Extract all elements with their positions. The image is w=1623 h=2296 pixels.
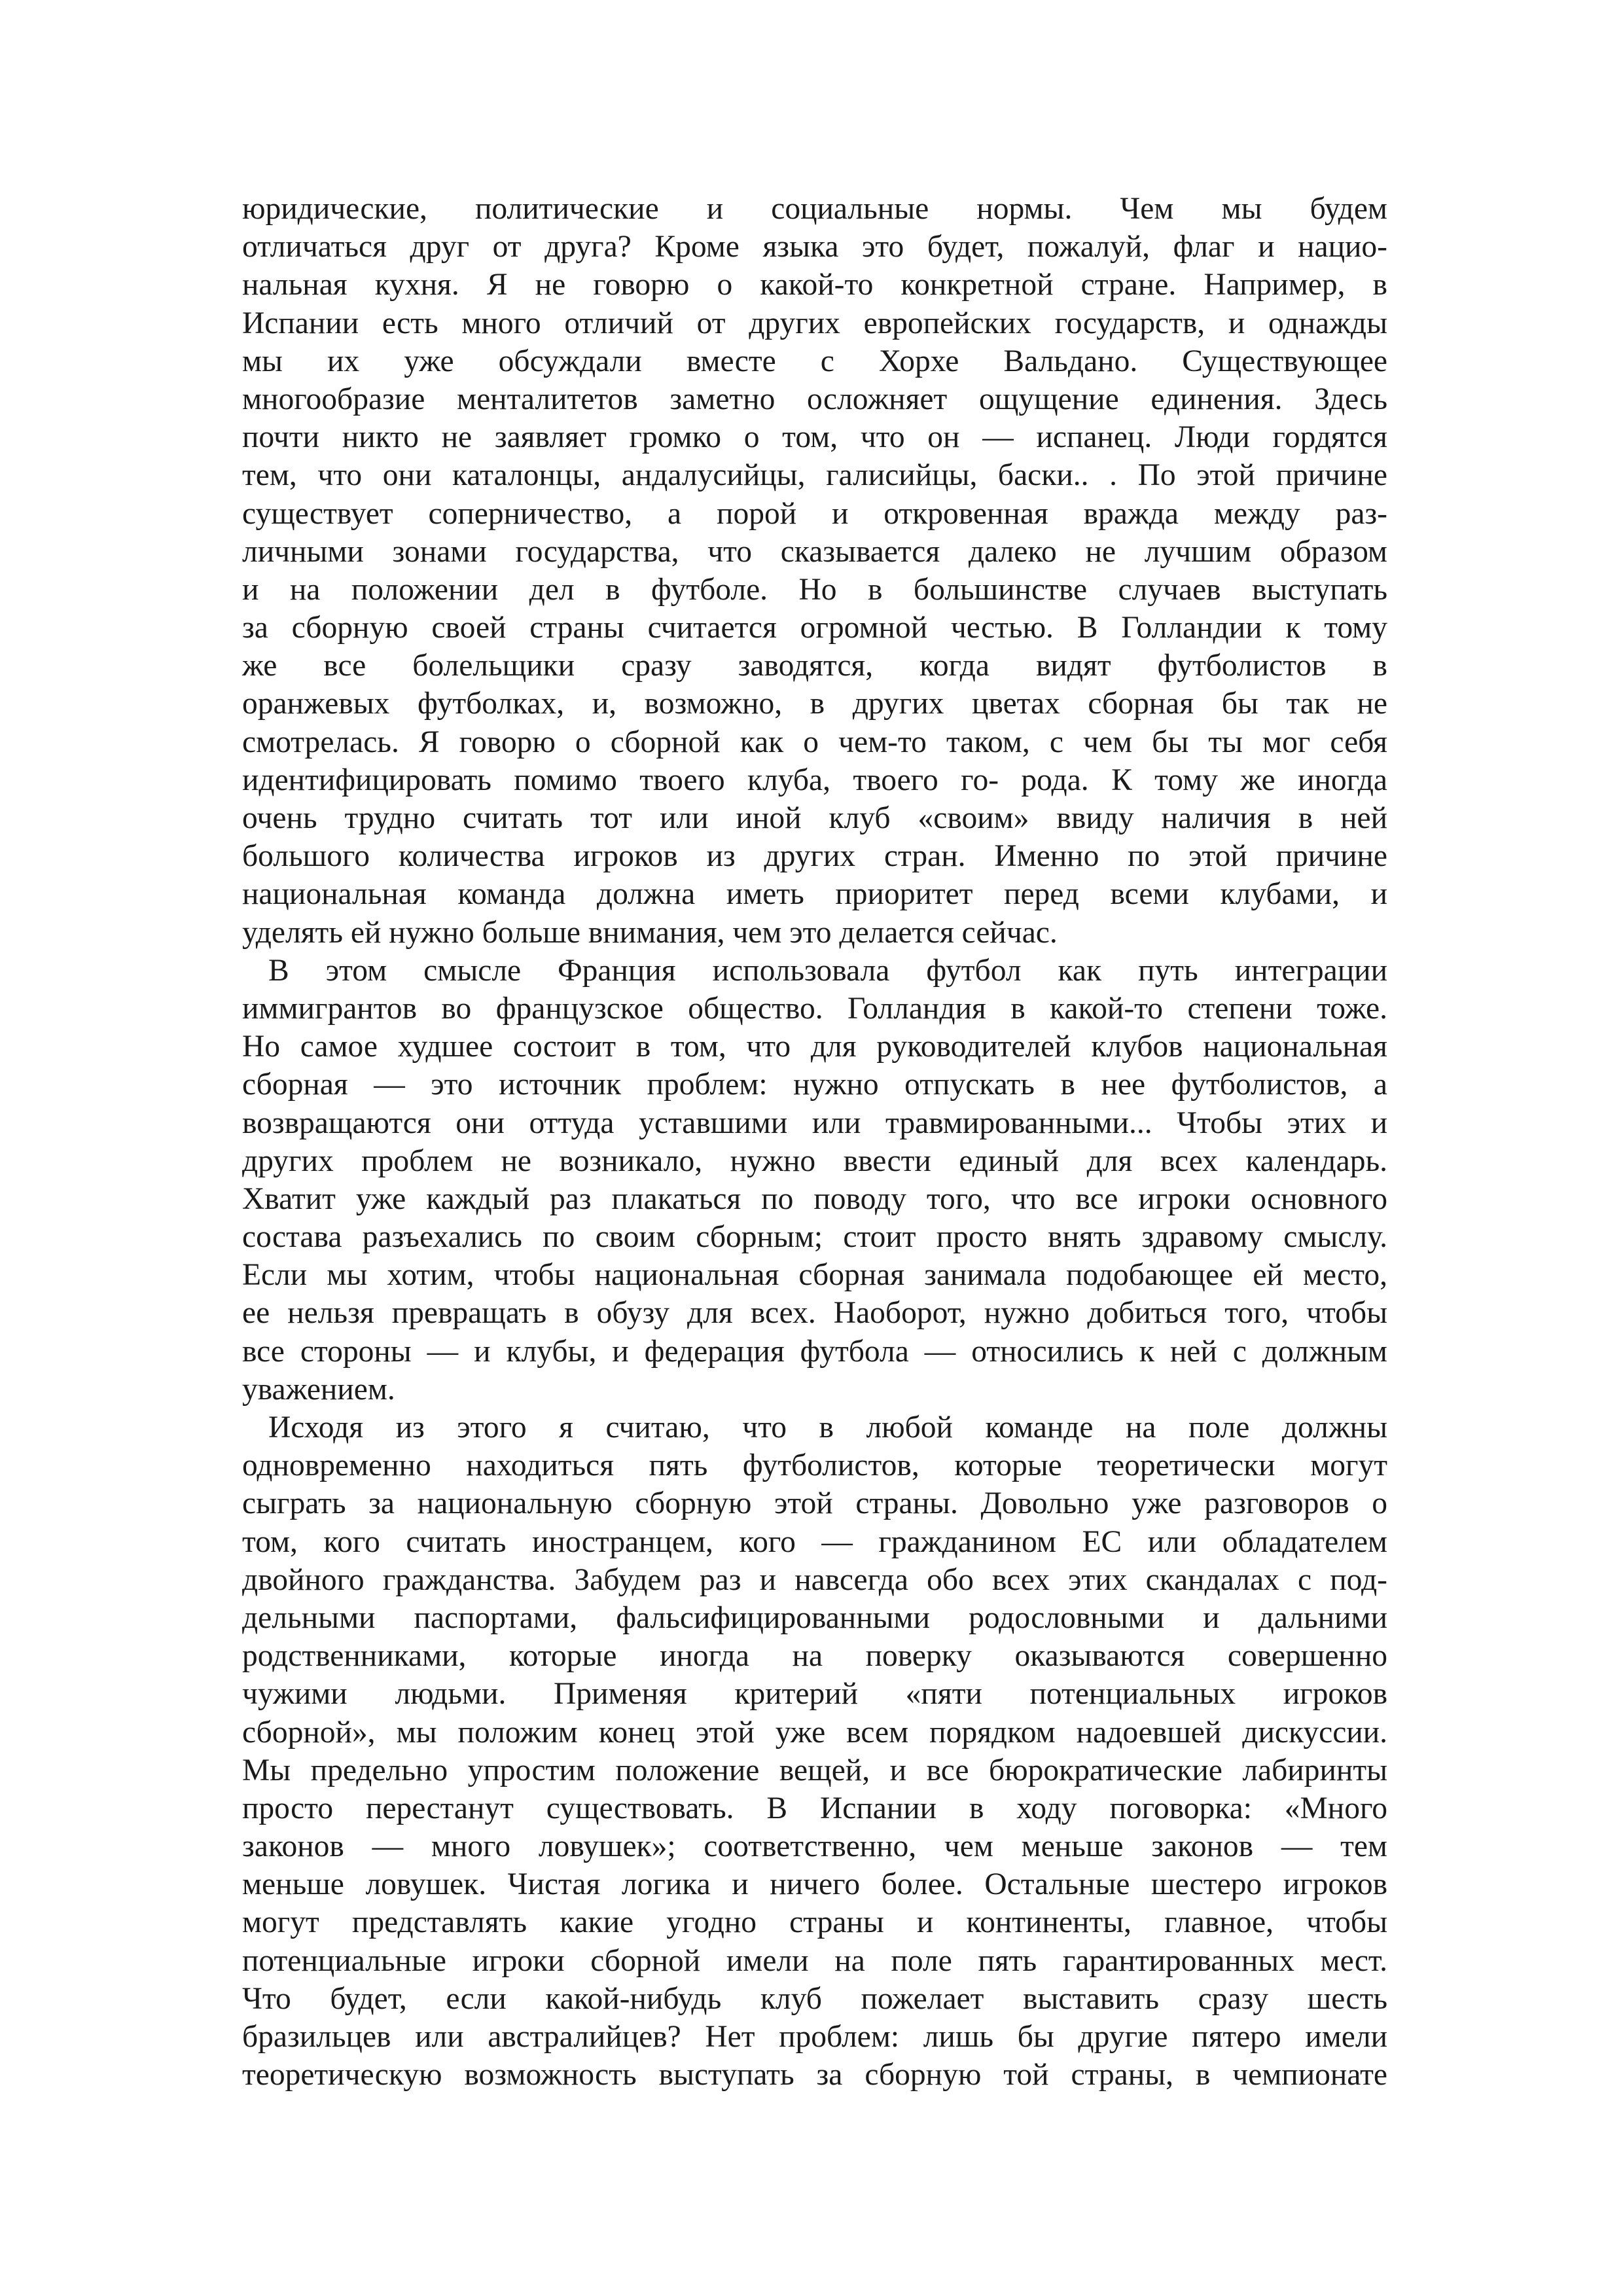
text-line: очень трудно считать тот или иной клуб «своим» ввиду наличия в ней xyxy=(242,801,1387,835)
text-line: возвращаются они оттуда уставшими или травмированными... Чтобы этих и xyxy=(242,1105,1387,1140)
text-line: личными зонами государства, что сказывается далеко не лучшим образом xyxy=(242,534,1387,569)
text-line: нальная кухня. Я не говорю о какой-то конкретной стране. Например, в xyxy=(242,268,1387,302)
text-line: большого количества игроков из других стран. Именно по этой причине xyxy=(242,839,1387,874)
text-line: том, кого считать иностранцем, кого — гражданином ЕС или обладателем xyxy=(242,1524,1387,1559)
text-line: сборная — это источник проблем: нужно отпускать в нее футболистов, а xyxy=(242,1067,1387,1102)
text-line: Что будет, если какой-нибудь клуб пожелает выставить сразу шесть xyxy=(242,1981,1387,2016)
paragraph xyxy=(242,952,1387,1408)
text-line: смотрелась. Я говорю о сборной как о чем-то таком, с чем бы ты мог себя xyxy=(242,725,1387,759)
text-line: уважением. xyxy=(242,1372,395,1407)
text-line: тем, что они каталонцы, андалусийцы, галисийцы, баски.. . По этой причине xyxy=(242,458,1387,493)
text-line: могут представлять какие угодно страны и континенты, главное, чтобы xyxy=(242,1905,1387,1940)
text-line: же все болельщики сразу заводятся, когда видят футболистов в xyxy=(242,649,1387,683)
text-line: Но самое худшее состоит в том, что для руководителей клубов национальная xyxy=(242,1030,1387,1064)
text-line: бразильцев или австралийцев? Нет проблем: лишь бы другие пятеро имели xyxy=(242,2020,1387,2054)
text-line: отличаться друг от друга? Кроме языка это будет, пожалуй, флаг и нацио- xyxy=(242,230,1387,264)
text-line: существует соперничество, а порой и откровенная вражда между раз- xyxy=(242,496,1387,531)
text-line: все стороны — и клубы, и федерация футбола — относились к ней с должным xyxy=(242,1334,1387,1369)
text-line: родственниками, которые иногда на поверку оказываются совершенно xyxy=(242,1639,1387,1674)
text-line: уделять ей нужно больше внимания, чем это делается сейчас. xyxy=(242,915,1058,950)
text-line: идентифицировать помимо твоего клуба, твоего го- рода. К тому же иногда xyxy=(242,762,1387,797)
text-line: сборной», мы положим конец этой уже всем порядком надоевшей дискуссии. xyxy=(242,1715,1387,1749)
paragraph xyxy=(242,1408,1387,2094)
text-line: иммигрантов во французское общество. Голландия в какой-то степени тоже. xyxy=(242,991,1387,1026)
text-line: других проблем не возникало, нужно ввести единый для всех календарь. xyxy=(242,1143,1387,1178)
text-line: Мы предельно упростим положение вещей, и все бюрократические лабиринты xyxy=(242,1753,1387,1787)
text-line: многообразие менталитетов заметно осложняет ощущение единения. Здесь xyxy=(242,382,1387,416)
text-line: сыграть за национальную сборную этой страны. Довольно уже разговоров о xyxy=(242,1486,1387,1521)
text-line: Испании есть много отличий от других европейских государств, и однажды xyxy=(242,306,1387,340)
text-line: дельными паспортами, фальсифицированными родословными и дальними xyxy=(242,1600,1387,1635)
text-line: законов — много ловушек»; соответственно, чем меньше законов — тем xyxy=(242,1829,1387,1864)
text-line: двойного гражданства. Забудем раз и навсегда обо всех этих скандалах с под- xyxy=(242,1562,1387,1597)
text-line: юридические, политические и социальные нормы. Чем мы будем xyxy=(242,192,1387,226)
text-line: состава разъехались по своим сборным; стоит просто внять здравому смыслу. xyxy=(242,1220,1387,1255)
text-line: одновременно находиться пять футболистов, которые теоретически могут xyxy=(242,1448,1387,1483)
text-line: и на положении дел в футболе. Но в большинстве случаев выступать xyxy=(242,572,1387,607)
text-line: мы их уже обсуждали вместе с Хорхе Вальдано. Существующее xyxy=(242,344,1387,378)
text-line: за сборную своей страны считается огромной честью. В Голландии к тому xyxy=(242,611,1387,645)
body-text xyxy=(242,190,1387,2094)
text-line: ее нельзя превращать в обузу для всех. Наоборот, нужно добиться того, чтобы xyxy=(242,1296,1387,1331)
text-line: В этом смысле Франция использовала футбол как путь интеграции xyxy=(268,953,1387,988)
text-line: Если мы хотим, чтобы национальная сборная занимала подобающее ей место, xyxy=(242,1258,1387,1293)
text-line: национальная команда должна иметь приоритет перед всеми клубами, и xyxy=(242,877,1387,912)
text-line: потенциальные игроки сборной имели на поле пять гарантированных мест. xyxy=(242,1943,1387,1978)
paragraph xyxy=(242,190,1387,952)
text-line: оранжевых футболках, и, возможно, в других цветах сборная бы так не xyxy=(242,687,1387,721)
text-line: теоретическую возможность выступать за сборную той страны, в чемпионате xyxy=(242,2058,1387,2092)
text-line: Хватит уже каждый раз плакаться по поводу того, что все игроки основного xyxy=(242,1181,1387,1216)
text-line: меньше ловушек. Чистая логика и ничего более. Остальные шестеро игроков xyxy=(242,1867,1387,1902)
text-line: чужими людьми. Применяя критерий «пяти потенциальных игроков xyxy=(242,1677,1387,1712)
text-line: Исходя из этого я считаю, что в любой команде на поле должны xyxy=(268,1410,1387,1444)
text-line: просто перестанут существовать. В Испании в ходу поговорка: «Много xyxy=(242,1791,1387,1825)
text-line: почти никто не заявляет громко о том, что он — испанец. Люди гордятся xyxy=(242,420,1387,455)
